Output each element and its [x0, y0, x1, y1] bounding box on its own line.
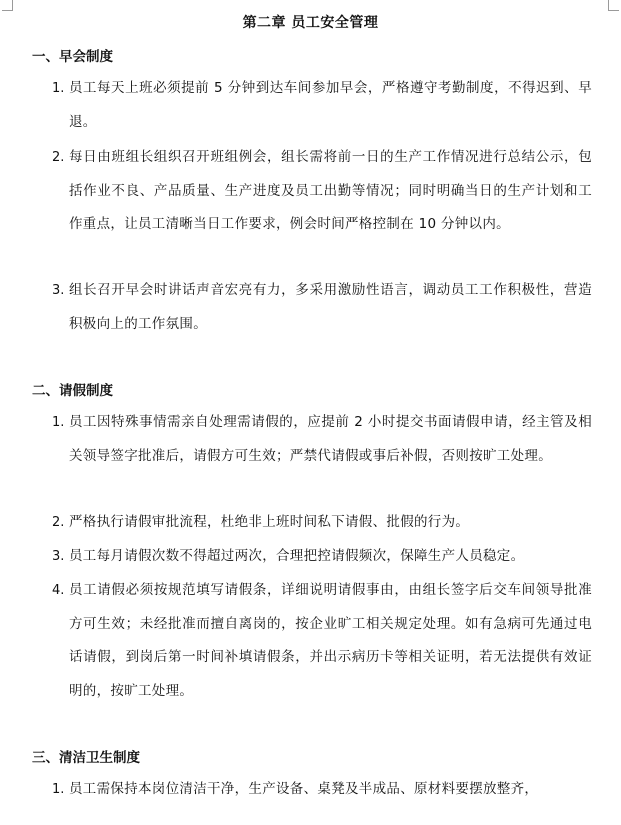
- list-item-number: 1.: [52, 415, 65, 430]
- section-heading-cleaning: 三、清洁卫生制度: [32, 750, 140, 766]
- list-item-text: 组长召开早会时讲话声音宏亮有力，多采用激励性语言，调动员工工作积极性，营造积极向上的工作氛围。: [69, 282, 592, 332]
- document-title: 第二章 员工安全管理: [242, 15, 379, 31]
- section-heading-leave: 二、请假制度: [32, 383, 113, 399]
- list-item-text: 员工需保持本岗位清洁干净，生产设备、桌凳及半成品、原材料要摆放整齐，: [69, 781, 539, 797]
- list-item: [52, 540, 592, 574]
- page-corner-mark-left: [2, 0, 13, 11]
- list-item-number: 3.: [52, 549, 65, 564]
- list-item-text: 员工每天上班必须提前 5 分钟到达车间参加早会，严格遵守考勤制度，不得迟到、早退。: [69, 80, 592, 130]
- page-corner-mark-right: [608, 0, 619, 11]
- list-item-text: 严格执行请假审批流程，杜绝非上班时间私下请假、批假的行为。: [69, 514, 470, 530]
- section-heading-morning-meeting: 一、早会制度: [32, 49, 113, 65]
- list-item-number: 3.: [52, 283, 65, 298]
- list-item-text: 员工请假必须按规范填写请假条，详细说明请假事由，由组长签字后交车间领导批准方可生效；未经批准而擅自离岗的，按企业旷工相关规定处理。如有急病可先通过电话请假，到岗后第一时间补填请假条，并出示病历卡等相关证明，若无法提供有效证明的，按旷工处理。: [69, 582, 592, 699]
- list-item: [52, 506, 592, 540]
- list-item: [52, 406, 592, 473]
- list-item: [52, 274, 592, 341]
- list-item-number: 1.: [52, 81, 65, 96]
- list-item-text: 每日由班组长组织召开班组例会，组长需将前一日的生产工作情况进行总结公示，包括作业不良、产品质量、生产进度及员工出勤等情况；同时明确当日的生产计划和工作重点，让员工清晰当日工作要求，例会时间严格控制在 10 分钟以内。: [69, 149, 592, 232]
- list-item-text: 员工每月请假次数不得超过两次，合理把控请假频次，保障生产人员稳定。: [69, 548, 525, 564]
- list-item: [52, 141, 592, 242]
- list-item: [52, 574, 592, 708]
- list-item-number: 4.: [52, 583, 65, 598]
- list-item-number: 2.: [52, 515, 65, 530]
- list-item: [52, 773, 592, 807]
- list-item-number: 2.: [52, 150, 65, 165]
- list-item: [52, 72, 592, 139]
- list-item-number: 1.: [52, 782, 65, 797]
- list-item-text: 员工因特殊事情需亲自处理需请假的，应提前 2 小时提交书面请假申请，经主管及相关领导签字批准后，请假方可生效；严禁代请假或事后补假，否则按旷工处理。: [69, 414, 592, 464]
